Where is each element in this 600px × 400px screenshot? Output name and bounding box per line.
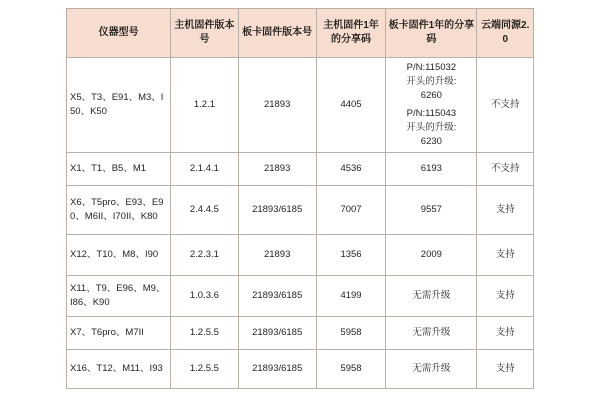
cell-board-firmware: 21893 xyxy=(238,58,316,153)
table-row xyxy=(67,234,534,275)
cell-board-share-code: 无需升级 xyxy=(386,349,477,388)
cell-cloud-sync: 支持 xyxy=(477,275,534,316)
cell-board-firmware: 21893 xyxy=(238,234,316,275)
cell-board-share-code xyxy=(386,58,477,153)
table-row xyxy=(67,275,534,316)
column-header-board-firmware: 板卡固件版本号 xyxy=(238,9,316,58)
column-header-cloud-sync: 云端同源2.0 xyxy=(477,9,534,58)
board-code-line: 6230 xyxy=(420,135,442,147)
cell-model: X12、T10、M8、I90 xyxy=(67,234,171,275)
board-code-line: 开头的升级: xyxy=(406,122,457,134)
cell-board-share-code: 6193 xyxy=(386,152,477,185)
cell-host-firmware: 2.1.4.1 xyxy=(171,152,238,185)
board-code-line: P/N:115032 xyxy=(406,62,457,73)
cell-cloud-sync: 支持 xyxy=(477,316,534,349)
cell-cloud-sync: 不支持 xyxy=(477,58,534,153)
cell-host-firmware: 2.2.3.1 xyxy=(171,234,238,275)
column-header-model: 仪器型号 xyxy=(67,9,171,58)
cell-board-firmware: 21893/6185 xyxy=(238,275,316,316)
cell-board-firmware: 21893/6185 xyxy=(238,316,316,349)
table-row xyxy=(67,185,534,234)
cell-host-share-code: 5958 xyxy=(316,349,386,388)
cell-board-share-code: 2009 xyxy=(386,234,477,275)
cell-host-share-code: 1356 xyxy=(316,234,386,275)
cell-model: X5、T3、E91、M3、I50、K50 xyxy=(67,58,171,153)
cell-model: X16、T12、M11、I93 xyxy=(67,349,171,388)
cell-cloud-sync: 支持 xyxy=(477,185,534,234)
cell-host-share-code: 4405 xyxy=(316,58,386,153)
board-code-line: 开头的升级: xyxy=(406,75,457,87)
board-code-line: 6260 xyxy=(420,89,442,101)
firmware-version-table xyxy=(66,8,534,389)
table-body xyxy=(67,58,534,389)
cell-cloud-sync: 支持 xyxy=(477,349,534,388)
cell-host-share-code: 5958 xyxy=(316,316,386,349)
cell-host-firmware: 1.2.1 xyxy=(171,58,238,153)
cell-host-share-code: 7007 xyxy=(316,185,386,234)
column-header-host-share-code: 主机固件1年的分享码 xyxy=(316,9,386,58)
cell-model: X1、T1、B5、M1 xyxy=(67,152,171,185)
cell-cloud-sync: 支持 xyxy=(477,234,534,275)
cell-cloud-sync: 不支持 xyxy=(477,152,534,185)
cell-model: X11、T9、E96、M9、I86、K90 xyxy=(67,275,171,316)
cell-board-firmware: 21893/6185 xyxy=(238,185,316,234)
cell-model: X7、T6pro、M7II xyxy=(67,316,171,349)
cell-host-share-code: 4536 xyxy=(316,152,386,185)
table-header-row xyxy=(67,9,534,58)
cell-model: X6、T5pro、E93、E90、M6II、I70II、K80 xyxy=(67,185,171,234)
cell-board-firmware: 21893 xyxy=(238,152,316,185)
cell-host-firmware: 1.2.5.5 xyxy=(171,349,238,388)
cell-host-firmware: 2.4.4.5 xyxy=(171,185,238,234)
table-row xyxy=(67,316,534,349)
table-row xyxy=(67,152,534,185)
cell-board-share-code: 9557 xyxy=(386,185,477,234)
table-row xyxy=(67,58,534,153)
column-header-board-share-code: 板卡固件1年的分享码 xyxy=(386,9,477,58)
cell-board-share-code: 无需升级 xyxy=(386,316,477,349)
cell-host-share-code: 4199 xyxy=(316,275,386,316)
board-code-line: P/N:115043 xyxy=(406,108,457,120)
column-header-host-firmware: 主机固件版本号 xyxy=(171,9,238,58)
cell-board-share-code: 无需升级 xyxy=(386,275,477,316)
cell-host-firmware: 1.2.5.5 xyxy=(171,316,238,349)
cell-board-firmware: 21893/6185 xyxy=(238,349,316,388)
table-row xyxy=(67,349,534,388)
cell-host-firmware: 1.0.3.6 xyxy=(171,275,238,316)
